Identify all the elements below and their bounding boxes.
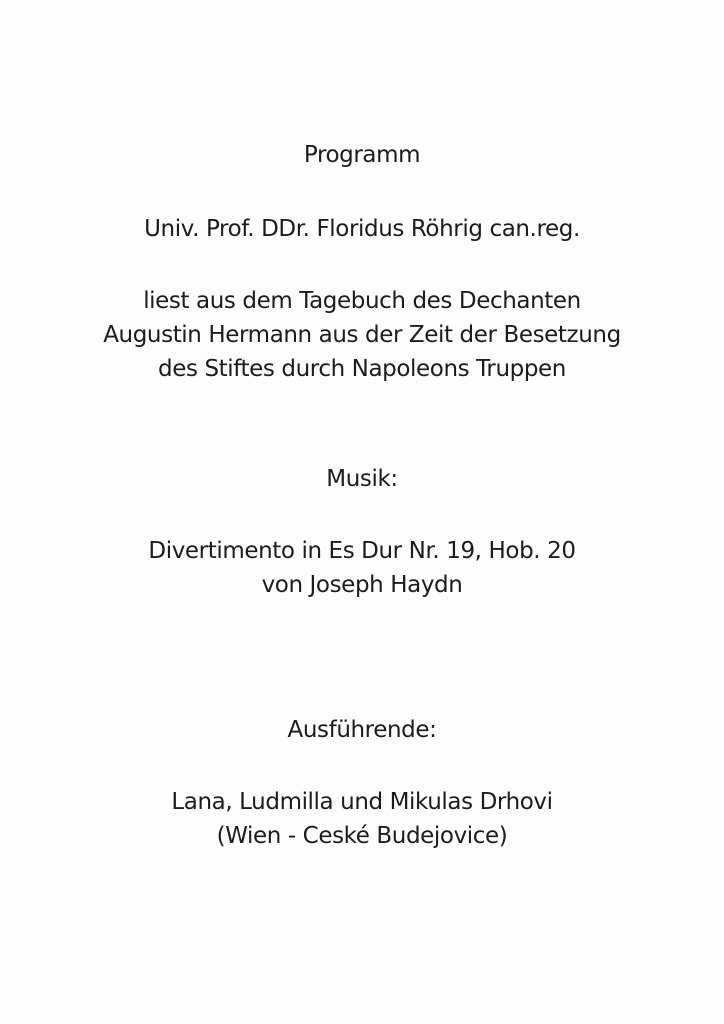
reading-description-line-2: Augustin Hermann aus der Zeit der Besetzung — [103, 322, 621, 348]
performers-names: Lana, Ludmilla und Mikulas Drhovi — [171, 789, 553, 815]
reading-description-line-3: des Stiftes durch Napoleons Truppen — [158, 356, 566, 382]
reading-description-line-1: liest aus dem Tagebuch des Dechanten — [143, 288, 581, 314]
programme-title: Programm — [303, 142, 421, 168]
music-piece-line-2: von Joseph Haydn — [261, 572, 463, 598]
music-piece-line-1: Divertimento in Es Dur Nr. 19, Hob. 20 — [148, 538, 576, 564]
performers-origin: (Wien - Ceské Budejovice) — [216, 823, 508, 849]
performers-heading: Ausführende: — [287, 717, 437, 743]
music-heading: Musik: — [326, 466, 398, 492]
speaker-name: Univ. Prof. DDr. Floridus Röhrig can.reg. — [144, 216, 580, 242]
